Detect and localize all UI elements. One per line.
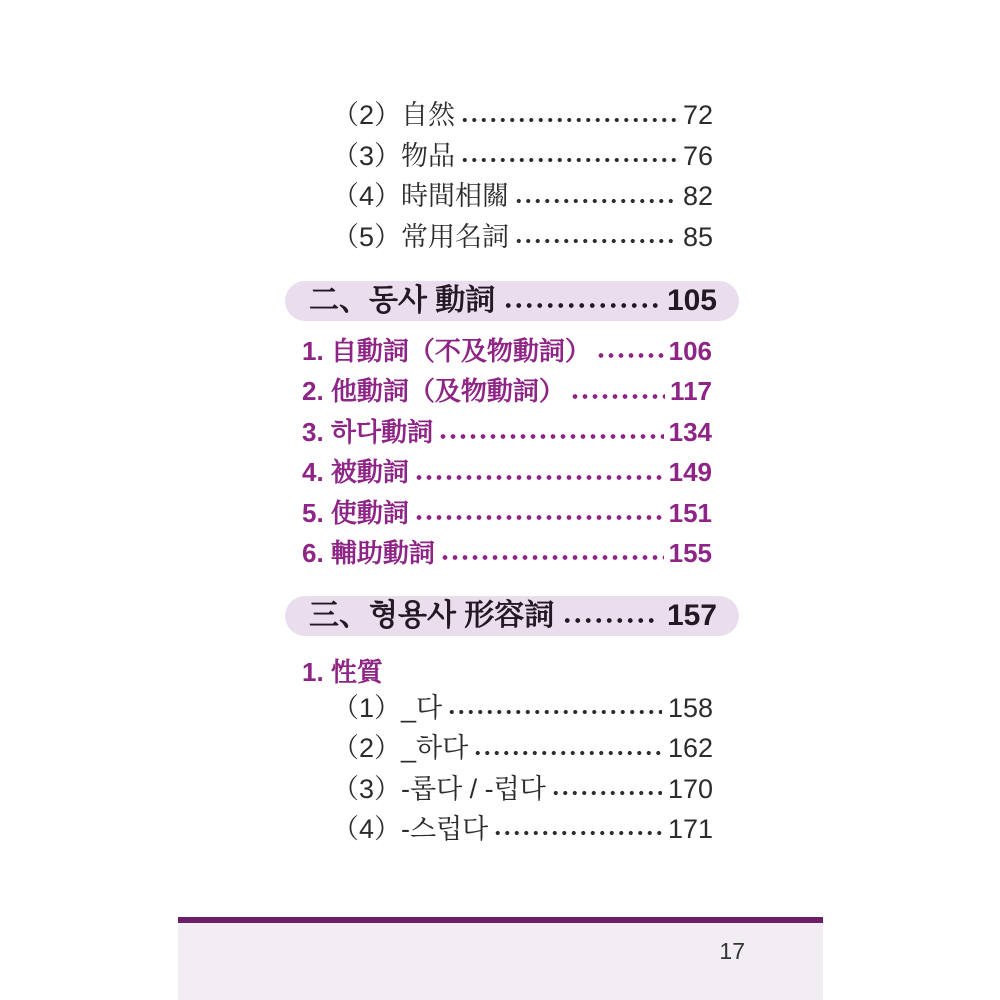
section-header-adjectives [285,596,739,636]
dot-leader [447,709,662,715]
toc-entry-page: 155 [668,537,712,568]
dot-leader [414,514,664,521]
dot-leader [460,117,677,123]
toc-entry-page: 170 [667,773,713,804]
toc-entry-page: 151 [668,497,712,528]
toc-entry [302,371,712,411]
page-number: 17 [719,938,745,964]
dot-leader [514,198,677,204]
toc-entry-page: 82 [682,181,713,212]
toc-entry-page: 158 [667,693,713,723]
toc-entry-label: （2）_하다 [332,733,469,764]
toc-entry-label: 4. 被動詞 [302,457,409,488]
toc-subheading-quality: 1. 性質 [302,657,383,687]
dot-leader [562,617,659,624]
toc-entry [332,769,713,809]
dot-leader [503,302,659,309]
toc-entry-page: 117 [670,376,712,407]
toc-entry [302,452,712,492]
toc-entry-label: （4）-스럽다 [332,813,489,844]
dot-leader [440,554,664,561]
toc-sublist-adjectives [332,688,713,849]
footer-strip [178,923,823,1000]
section-title: 二、동사 動詞 [309,284,496,317]
section-title: 三、형용사 形容詞 [309,599,555,632]
dot-leader [551,790,662,796]
dot-leader [438,433,663,440]
toc-entry-page: 76 [682,140,713,171]
dot-leader [473,750,662,756]
toc-entry-label: 1. 自動詞（不及物動詞） [302,336,591,366]
toc-entry-label: （4）時間相關 [332,181,510,212]
dot-leader [570,393,665,400]
toc-entry [332,809,713,849]
section-page: 157 [666,599,717,632]
toc-entry [332,728,713,768]
toc-entry-page: 72 [682,100,713,130]
toc-entry-label: （3）物品 [332,140,456,171]
toc-entry-label: 6. 輔助動詞 [302,537,435,568]
toc-entry-label: （2）自然 [332,100,456,130]
toc-entry [332,136,713,177]
section-page: 105 [666,284,717,317]
toc-entry-label: （5）常用名詞 [332,221,510,252]
toc-entry [302,493,712,533]
toc-entry-label: 2. 他動詞（及物動詞） [302,376,565,407]
dot-leader [460,157,677,163]
toc-entry [332,217,713,258]
toc-entry-page: 85 [682,221,713,252]
toc-entry-label: 3. 하다動詞 [302,416,434,447]
toc-sublist-nouns [332,95,713,257]
dot-leader [596,352,664,359]
dot-leader [414,474,664,481]
toc-entry-page: 134 [668,416,712,447]
toc-entry [302,331,712,371]
section-header-verbs [285,281,739,321]
toc-entry [302,412,712,452]
toc-entry-label: （1）_다 [332,693,443,723]
toc-entry-label: 5. 使動詞 [302,497,409,528]
toc-list-verbs [302,331,712,573]
toc-entry-page: 162 [667,733,713,764]
toc-entry-page: 171 [667,813,713,844]
toc-entry-label: （3）-롭다 / -럽다 [332,773,546,804]
toc-entry [332,95,713,136]
toc-entry [332,688,713,728]
toc-entry-page: 149 [668,457,712,488]
toc-entry [332,176,713,217]
dot-leader [514,238,677,244]
toc-entry [302,533,712,573]
toc-entry-page: 106 [668,336,712,366]
dot-leader [493,830,662,836]
